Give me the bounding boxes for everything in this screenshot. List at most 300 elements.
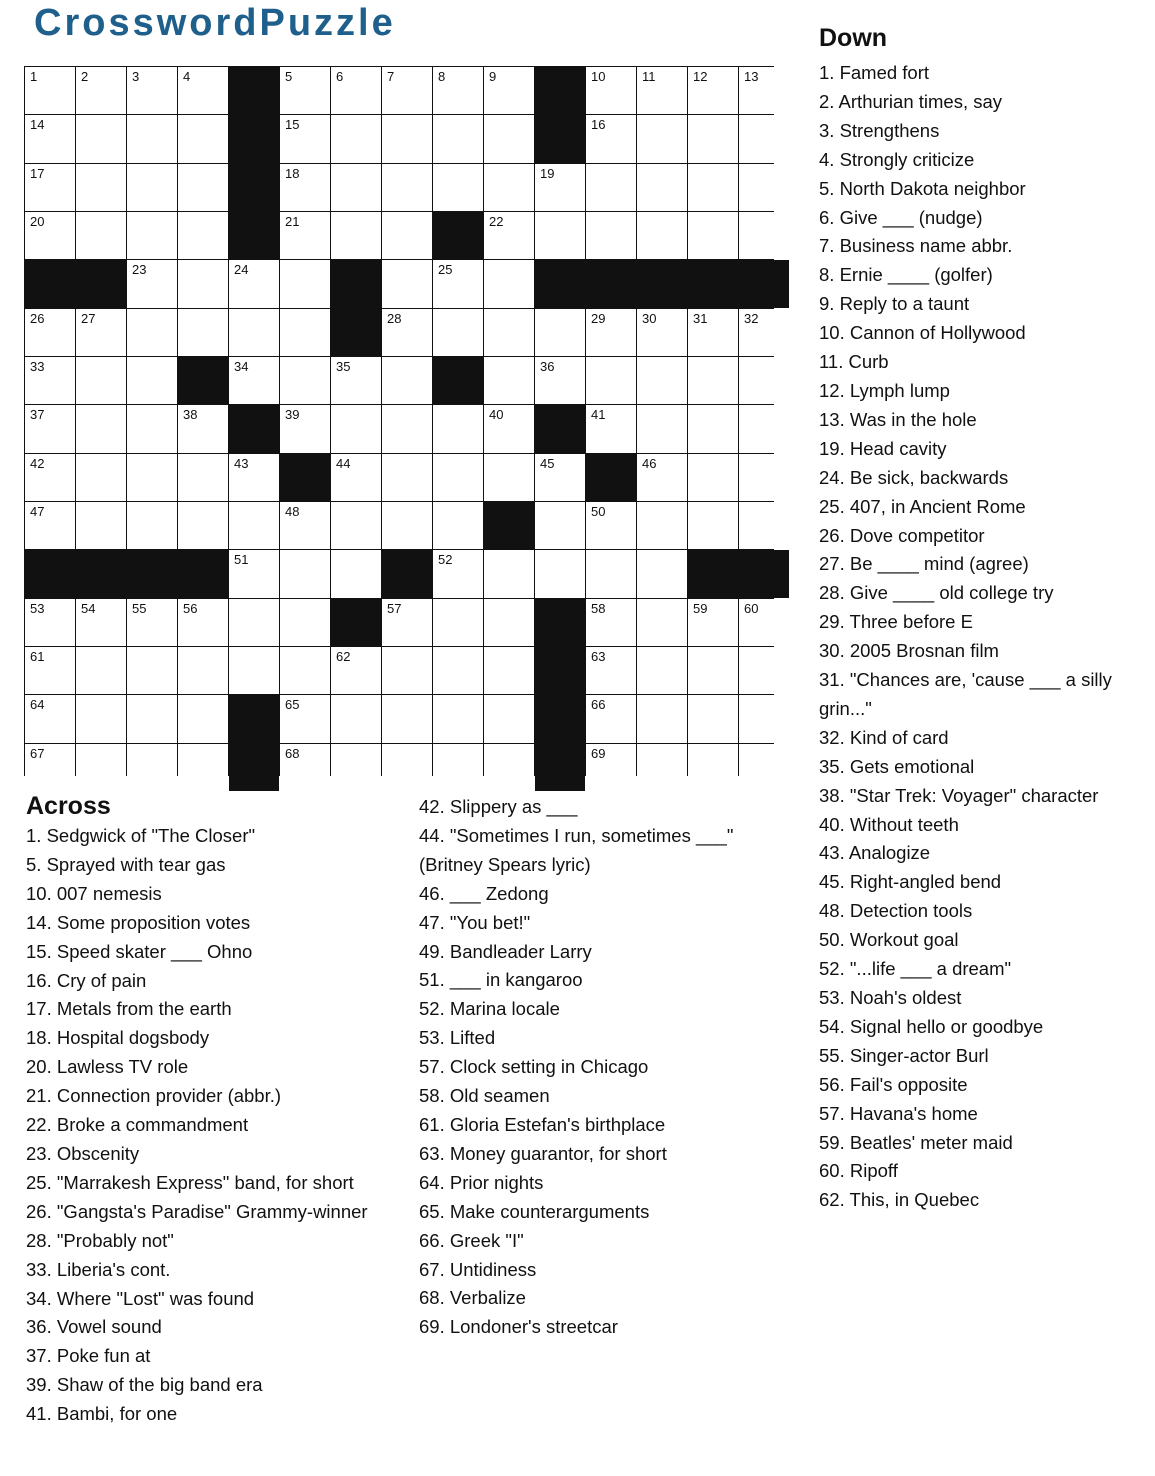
down-clue: 3. Strengthens: [819, 119, 940, 141]
grid-cell[interactable]: [484, 454, 534, 501]
cell-number: 6: [336, 69, 344, 84]
grid-cell[interactable]: [739, 647, 789, 694]
across-clue: 33. Liberia's cont.: [26, 1258, 171, 1280]
cell-number: 13: [744, 69, 759, 84]
grid-cell[interactable]: [25, 502, 75, 549]
cell-number: 18: [285, 165, 300, 181]
grid-cell[interactable]: [76, 67, 126, 114]
grid-cell[interactable]: [586, 599, 636, 646]
grid-cell[interactable]: [688, 115, 738, 162]
grid-cell[interactable]: [433, 67, 483, 114]
grid-cell[interactable]: [25, 647, 75, 694]
grid-cell[interactable]: [739, 309, 789, 356]
grid-cell[interactable]: [280, 647, 330, 694]
grid-cell[interactable]: [484, 647, 534, 694]
down-clue: 5. North Dakota neighbor: [819, 177, 1026, 199]
grid-cell[interactable]: [637, 357, 687, 404]
across-clue: 58. Old seamen: [419, 1085, 550, 1107]
grid-cell[interactable]: [535, 357, 585, 404]
grid-cell[interactable]: [433, 260, 483, 307]
grid-cell[interactable]: [484, 115, 534, 162]
grid-cell[interactable]: [688, 647, 738, 694]
grid-cell[interactable]: [280, 309, 330, 356]
grid-cell[interactable]: [25, 357, 75, 404]
down-clue: 19. Head cavity: [819, 437, 947, 459]
grid-cell[interactable]: [688, 599, 738, 646]
grid-cell[interactable]: [382, 405, 432, 452]
across-clue: 67. Untidiness: [419, 1258, 537, 1280]
crossword-grid: [24, 66, 774, 776]
grid-cell[interactable]: [127, 309, 177, 356]
down-clue: 48. Detection tools: [819, 900, 973, 922]
grid-cell[interactable]: [637, 212, 687, 259]
down-clue: 12. Lymph lump: [819, 379, 950, 401]
grid-cell[interactable]: [586, 212, 636, 259]
cell-number: 43: [234, 455, 249, 471]
across-clue: 53. Lifted: [419, 1027, 496, 1049]
down-clue: 6. Give ___ (nudge): [819, 206, 983, 228]
black-square: [229, 212, 279, 259]
down-heading: Down: [819, 24, 888, 52]
grid-cell[interactable]: [331, 67, 381, 114]
across-clue: 52. Marina locale: [419, 998, 560, 1020]
grid-cell[interactable]: [331, 744, 381, 791]
grid-cell[interactable]: [331, 357, 381, 404]
grid-cell[interactable]: [637, 647, 687, 694]
grid-cell[interactable]: [484, 357, 534, 404]
black-square: [586, 454, 636, 501]
grid-cell[interactable]: [76, 405, 126, 452]
down-clue: 53. Noah's oldest: [819, 987, 962, 1008]
grid-cell[interactable]: [331, 550, 381, 597]
grid-cell[interactable]: [76, 695, 126, 742]
grid-cell[interactable]: [229, 309, 279, 356]
grid-cell[interactable]: [688, 454, 738, 501]
cell-number: 14: [30, 117, 45, 133]
grid-cell[interactable]: [76, 212, 126, 259]
across-clue: 23. Obscenity: [26, 1142, 140, 1164]
grid-cell[interactable]: [433, 744, 483, 791]
down-clue: 52. "...life ___ a dream": [819, 958, 1012, 980]
grid-cell[interactable]: [280, 164, 330, 211]
grid-cell[interactable]: [586, 405, 636, 452]
grid-cell[interactable]: [127, 260, 177, 307]
down-clue: 60. Ripoff: [819, 1160, 898, 1182]
grid-cell[interactable]: [688, 164, 738, 211]
grid-cell[interactable]: [688, 67, 738, 114]
grid-cell[interactable]: [484, 67, 534, 114]
grid-cell[interactable]: [739, 502, 789, 549]
cell-number: 66: [591, 697, 606, 713]
down-clue: 38. "Star Trek: Voyager" character: [819, 784, 1099, 806]
cell-number: 3: [132, 69, 140, 84]
grid-cell[interactable]: [229, 454, 279, 501]
cell-number: 35: [336, 358, 351, 374]
cell-number: 19: [540, 165, 555, 181]
grid-cell[interactable]: [739, 744, 789, 791]
black-square: [76, 550, 126, 597]
across-clue: 61. Gloria Estefan's birthplace: [419, 1113, 666, 1135]
grid-cell[interactable]: [382, 115, 432, 162]
grid-cell[interactable]: [433, 695, 483, 742]
cell-number: 20: [30, 213, 45, 229]
cell-number: 34: [234, 358, 249, 374]
cell-number: 15: [285, 117, 300, 133]
grid-cell[interactable]: [331, 695, 381, 742]
cell-number: 26: [30, 310, 45, 326]
cell-number: 61: [30, 648, 45, 664]
grid-cell[interactable]: [280, 357, 330, 404]
across-clue: 65. Make counterarguments: [419, 1200, 650, 1222]
down-clue: 30. 2005 Brosnan film: [819, 640, 999, 662]
grid-cell[interactable]: [127, 67, 177, 114]
grid-cell[interactable]: [178, 405, 228, 452]
grid-cell[interactable]: [331, 115, 381, 162]
grid-cell[interactable]: [433, 502, 483, 549]
grid-cell[interactable]: [280, 599, 330, 646]
grid-cell[interactable]: [535, 212, 585, 259]
grid-cell[interactable]: [433, 647, 483, 694]
grid-cell[interactable]: [484, 695, 534, 742]
grid-cell[interactable]: [25, 695, 75, 742]
grid-cell[interactable]: [535, 309, 585, 356]
grid-cell[interactable]: [280, 695, 330, 742]
cell-number: 55: [132, 600, 147, 616]
grid-cell[interactable]: [637, 502, 687, 549]
cell-number: 24: [234, 262, 249, 278]
grid-cell[interactable]: [25, 212, 75, 259]
black-square: [127, 550, 177, 597]
cell-number: 30: [642, 310, 657, 326]
grid-cell[interactable]: [76, 599, 126, 646]
cell-number: 40: [489, 407, 504, 423]
grid-cell[interactable]: [127, 695, 177, 742]
across-clue: 41. Bambi, for one: [26, 1403, 178, 1425]
down-clue: 28. Give ____ old college try: [819, 582, 1054, 604]
grid-cell[interactable]: [433, 599, 483, 646]
grid-cell[interactable]: [280, 550, 330, 597]
grid-cell[interactable]: [637, 309, 687, 356]
grid-cell[interactable]: [25, 164, 75, 211]
grid-cell[interactable]: [280, 67, 330, 114]
grid-cell[interactable]: [178, 115, 228, 162]
cell-number: 29: [591, 310, 606, 326]
grid-cell[interactable]: [229, 260, 279, 307]
grid-cell[interactable]: [25, 405, 75, 452]
black-square: [331, 599, 381, 646]
cell-number: 59: [693, 600, 708, 616]
grid-cell[interactable]: [637, 405, 687, 452]
grid-cell[interactable]: [127, 357, 177, 404]
black-square: [229, 744, 279, 791]
grid-cell[interactable]: [331, 212, 381, 259]
down-clue: 43. Analogize: [819, 842, 931, 864]
grid-cell[interactable]: [25, 67, 75, 114]
grid-cell[interactable]: [229, 599, 279, 646]
grid-cell[interactable]: [637, 115, 687, 162]
cell-number: 37: [30, 407, 45, 423]
grid-cell[interactable]: [382, 744, 432, 791]
grid-cell[interactable]: [178, 502, 228, 549]
grid-cell[interactable]: [739, 164, 789, 211]
grid-cell[interactable]: [178, 695, 228, 742]
grid-cell[interactable]: [127, 405, 177, 452]
across-clue: 44. "Sometimes I run, sometimes ___": [419, 824, 734, 846]
grid-cell[interactable]: [280, 260, 330, 307]
grid-cell[interactable]: [76, 164, 126, 211]
grid-cell[interactable]: [637, 744, 687, 791]
grid-cell[interactable]: [688, 212, 738, 259]
grid-cell[interactable]: [637, 550, 687, 597]
down-clue: 26. Dove competitor: [819, 524, 985, 546]
grid-cell[interactable]: [178, 164, 228, 211]
grid-cell[interactable]: [739, 454, 789, 501]
grid-cell[interactable]: [586, 744, 636, 791]
grid-cell[interactable]: [76, 115, 126, 162]
across-clue: 1. Sedgwick of "The Closer": [26, 825, 256, 846]
grid-cell[interactable]: [382, 695, 432, 742]
grid-cell[interactable]: [433, 115, 483, 162]
grid-cell[interactable]: [76, 744, 126, 791]
grid-cell[interactable]: [586, 67, 636, 114]
across-clue: 42. Slippery as ___: [419, 796, 578, 817]
grid-cell[interactable]: [739, 695, 789, 742]
grid-cell[interactable]: [484, 744, 534, 791]
grid-cell[interactable]: [178, 454, 228, 501]
grid-cell[interactable]: [178, 260, 228, 307]
cell-number: 17: [30, 165, 45, 181]
grid-cell[interactable]: [739, 599, 789, 646]
grid-cell[interactable]: [688, 309, 738, 356]
grid-cell[interactable]: [25, 744, 75, 791]
grid-cell[interactable]: [229, 357, 279, 404]
grid-cell[interactable]: [739, 405, 789, 452]
black-square: [280, 454, 330, 501]
down-clue: 59. Beatles' meter maid: [819, 1131, 1013, 1153]
grid-cell[interactable]: [382, 212, 432, 259]
grid-cell[interactable]: [433, 405, 483, 452]
grid-cell[interactable]: [25, 599, 75, 646]
grid-cell[interactable]: [637, 599, 687, 646]
grid-cell[interactable]: [535, 454, 585, 501]
across-clues-column-1: [26, 822, 368, 1429]
grid-cell[interactable]: [331, 405, 381, 452]
down-clue: 1. Famed fort: [819, 62, 930, 83]
grid-cell[interactable]: [484, 260, 534, 307]
black-square: [229, 405, 279, 452]
grid-cell[interactable]: [637, 67, 687, 114]
down-clue: 8. Ernie ____ (golfer): [819, 264, 993, 286]
cell-number: 48: [285, 503, 300, 519]
black-square: [535, 647, 585, 694]
down-clues-column: [819, 59, 1139, 1215]
down-clue: 25. 407, in Ancient Rome: [819, 495, 1026, 517]
black-square: [76, 260, 126, 307]
grid-cell[interactable]: [229, 647, 279, 694]
grid-cell[interactable]: [76, 309, 126, 356]
black-square: [229, 115, 279, 162]
grid-cell[interactable]: [586, 309, 636, 356]
black-square: [331, 309, 381, 356]
black-square: [535, 744, 585, 791]
grid-cell[interactable]: [25, 115, 75, 162]
down-clue: 27. Be ____ mind (agree): [819, 553, 1029, 575]
cell-number: 46: [642, 455, 657, 471]
black-square: [178, 550, 228, 597]
across-clue: 66. Greek "I": [419, 1229, 524, 1251]
black-square: [178, 357, 228, 404]
down-clue: 2. Arthurian times, say: [819, 90, 1003, 112]
grid-cell[interactable]: [484, 599, 534, 646]
grid-cell[interactable]: [535, 502, 585, 549]
grid-cell[interactable]: [739, 357, 789, 404]
cell-number: 38: [183, 407, 198, 423]
down-clue: 40. Without teeth: [819, 813, 959, 835]
grid-cell[interactable]: [637, 454, 687, 501]
grid-cell[interactable]: [739, 212, 789, 259]
grid-cell[interactable]: [178, 67, 228, 114]
grid-cell[interactable]: [76, 357, 126, 404]
grid-cell[interactable]: [433, 164, 483, 211]
across-heading: Across: [26, 792, 111, 820]
grid-cell[interactable]: [586, 647, 636, 694]
down-clue: 9. Reply to a taunt: [819, 293, 970, 315]
grid-cell[interactable]: [688, 357, 738, 404]
grid-cell[interactable]: [433, 309, 483, 356]
down-clue: 13. Was in the hole: [819, 408, 977, 430]
black-square: [535, 260, 585, 307]
grid-cell[interactable]: [25, 309, 75, 356]
grid-cell[interactable]: [637, 695, 687, 742]
grid-cell[interactable]: [382, 260, 432, 307]
grid-cell[interactable]: [178, 212, 228, 259]
across-clue: 14. Some proposition votes: [26, 911, 251, 933]
grid-cell[interactable]: [382, 67, 432, 114]
grid-cell[interactable]: [178, 647, 228, 694]
grid-cell[interactable]: [382, 357, 432, 404]
black-square: [535, 67, 585, 114]
grid-cell[interactable]: [535, 550, 585, 597]
grid-cell[interactable]: [280, 212, 330, 259]
grid-cell[interactable]: [484, 405, 534, 452]
cell-number: 23: [132, 262, 147, 278]
black-square: [229, 695, 279, 742]
grid-cell[interactable]: [178, 599, 228, 646]
grid-cell[interactable]: [331, 647, 381, 694]
grid-cell[interactable]: [688, 502, 738, 549]
grid-cell[interactable]: [127, 744, 177, 791]
black-square: [739, 550, 789, 597]
black-square: [535, 599, 585, 646]
grid-cell[interactable]: [586, 502, 636, 549]
grid-cell[interactable]: [484, 212, 534, 259]
grid-cell[interactable]: [331, 502, 381, 549]
grid-cell[interactable]: [127, 454, 177, 501]
grid-cell[interactable]: [76, 647, 126, 694]
black-square: [739, 260, 789, 307]
across-clue: 47. "You bet!": [419, 911, 531, 933]
grid-cell[interactable]: [433, 550, 483, 597]
down-clue: 35. Gets emotional: [819, 755, 975, 777]
grid-cell[interactable]: [382, 164, 432, 211]
grid-cell[interactable]: [739, 115, 789, 162]
grid-cell[interactable]: [688, 695, 738, 742]
grid-cell[interactable]: [25, 454, 75, 501]
grid-cell[interactable]: [331, 164, 381, 211]
grid-cell[interactable]: [280, 115, 330, 162]
grid-cell[interactable]: [637, 164, 687, 211]
grid-cell[interactable]: [433, 454, 483, 501]
grid-cell[interactable]: [382, 647, 432, 694]
black-square: [688, 550, 738, 597]
across-clue: 10. 007 nemesis: [26, 882, 162, 904]
grid-cell[interactable]: [127, 599, 177, 646]
across-clue: 16. Cry of pain: [26, 969, 147, 991]
grid-cell[interactable]: [484, 164, 534, 211]
cell-number: 42: [30, 455, 45, 471]
black-square: [229, 67, 279, 114]
grid-cell[interactable]: [127, 502, 177, 549]
across-clue: 68. Verbalize: [419, 1287, 526, 1309]
cell-number: 2: [81, 69, 89, 84]
grid-cell[interactable]: [382, 502, 432, 549]
across-clue: 25. "Marrakesh Express" band, for short: [26, 1171, 354, 1193]
grid-cell[interactable]: [586, 550, 636, 597]
grid-cell[interactable]: [178, 744, 228, 791]
grid-cell[interactable]: [586, 115, 636, 162]
grid-cell[interactable]: [127, 115, 177, 162]
grid-cell[interactable]: [688, 405, 738, 452]
grid-cell[interactable]: [382, 454, 432, 501]
grid-cell[interactable]: [535, 164, 585, 211]
across-clue: 28. "Probably not": [26, 1229, 174, 1251]
across-clue: 21. Connection provider (abbr.): [26, 1085, 282, 1107]
grid-cell[interactable]: [484, 550, 534, 597]
grid-cell[interactable]: [127, 647, 177, 694]
grid-cell[interactable]: [484, 309, 534, 356]
grid-cell[interactable]: [586, 164, 636, 211]
grid-cell[interactable]: [76, 454, 126, 501]
grid-cell[interactable]: [586, 357, 636, 404]
grid-cell[interactable]: [586, 695, 636, 742]
grid-cell[interactable]: [127, 164, 177, 211]
grid-cell[interactable]: [331, 454, 381, 501]
across-clue: 69. Londoner's streetcar: [419, 1316, 618, 1338]
grid-cell[interactable]: [280, 744, 330, 791]
grid-cell[interactable]: [229, 550, 279, 597]
grid-cell[interactable]: [382, 599, 432, 646]
black-square: [229, 164, 279, 211]
cell-number: 27: [81, 310, 96, 326]
grid-cell[interactable]: [739, 67, 789, 114]
cell-number: 25: [438, 262, 453, 278]
grid-cell[interactable]: [688, 744, 738, 791]
down-clue: 32. Kind of card: [819, 726, 949, 748]
grid-cell[interactable]: [178, 309, 228, 356]
grid-cell[interactable]: [127, 212, 177, 259]
grid-cell[interactable]: [229, 502, 279, 549]
grid-cell[interactable]: [280, 405, 330, 452]
across-clue: 37. Poke fun at: [26, 1345, 151, 1367]
cell-number: 1: [30, 69, 38, 84]
cell-number: 69: [591, 745, 606, 761]
grid-cell[interactable]: [382, 309, 432, 356]
cell-number: 50: [591, 503, 606, 519]
cell-number: 41: [591, 407, 606, 423]
down-clue: 55. Singer-actor Burl: [819, 1044, 989, 1066]
grid-cell[interactable]: [76, 502, 126, 549]
grid-cell[interactable]: [280, 502, 330, 549]
